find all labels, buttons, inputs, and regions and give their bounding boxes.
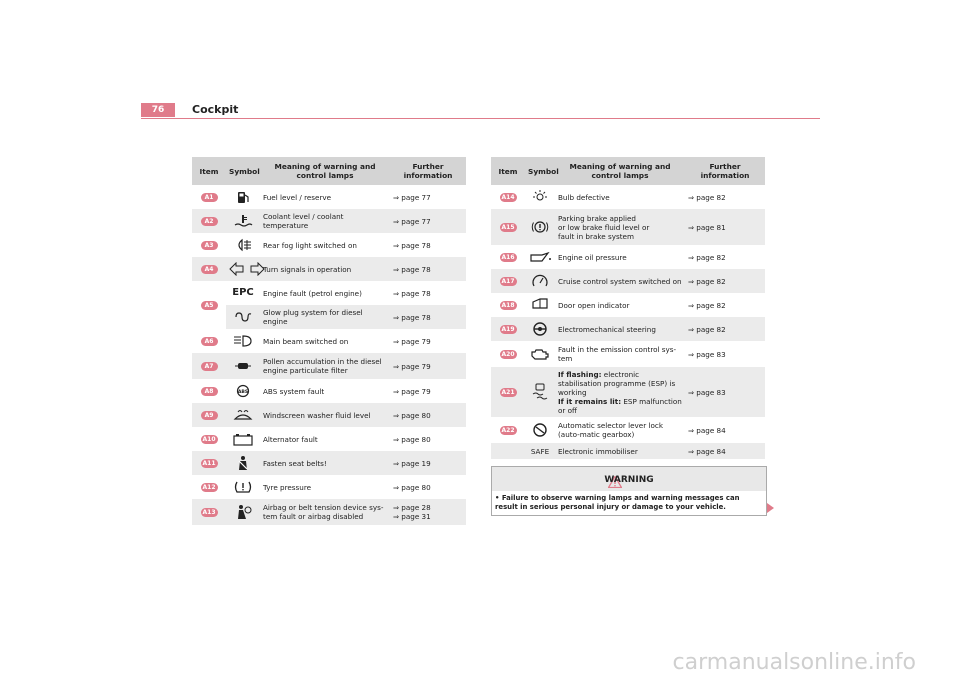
battery-icon [229,432,257,446]
epc-text: EPC [232,286,254,298]
page-reference: ⇒ page 19 [393,458,431,468]
meaning-text: Door open indicator [558,300,630,310]
info-cell [685,185,765,209]
symbol-cell [226,329,260,353]
main-beam-icon [229,334,257,348]
symbol-cell [226,451,260,475]
symbol-cell [525,443,555,459]
item-badge: A3 [201,241,218,250]
symbol-cell [226,233,260,257]
item-badge: A6 [201,337,218,346]
meaning-text: Parking brake applied or low brake fluid level or fault in brake system [558,213,650,241]
table-row [491,245,765,269]
item-cell [192,353,226,379]
meaning-text: Cruise control system switched on [558,276,682,286]
meaning-cell [260,233,390,257]
table-row [491,443,765,459]
symbol-cell [226,427,260,451]
meaning-text: Fasten seat belts! [263,458,327,468]
page-reference: ⇒ page 79 [393,361,431,371]
symbol-cell [525,317,555,341]
item-cell [192,209,226,233]
table-row [491,341,765,367]
warning-text [495,494,763,513]
page-reference: ⇒ page 80 [393,482,431,492]
table-row [192,451,466,475]
item-badge: A13 [202,509,216,516]
item-cell [192,427,226,451]
item-badge: A19 [501,326,515,333]
esp-icon [528,383,552,401]
meaning-cell [555,317,685,341]
item-badge: A16 [501,254,515,261]
page-reference: ⇒ page 82 [688,252,726,262]
engine-icon [528,347,552,361]
meaning-cell [555,209,685,245]
item-badge: A15 [501,224,515,231]
info-cell [390,233,466,257]
page-title: Cockpit [192,103,239,116]
meaning-cell [260,403,390,427]
item-cell [192,475,226,499]
meaning-text: Alternator fault [263,434,318,444]
page-reference: ⇒ page 78 [393,264,431,274]
meaning-text: Bulb defective [558,192,610,202]
symbol-cell [525,367,555,417]
col-item: Item [491,157,525,185]
meaning-cell [260,353,390,379]
symbol-cell [525,269,555,293]
item-badge: A9 [201,411,218,420]
page-reference: ⇒ page 84 [688,425,726,435]
info-cell [390,305,466,329]
safe-icon [531,447,549,456]
item-badge: A8 [201,387,218,396]
item-badge: A17 [501,278,515,285]
symbol-cell [525,341,555,367]
page-number: 76 [141,103,175,117]
watermark: carmanualsonline.info [672,650,916,675]
info-cell [390,475,466,499]
meaning-text: Fuel level / reserve [263,192,332,202]
page-reference: ⇒ page 84 [688,446,726,456]
selector-lever-icon [528,422,552,438]
info-cell [390,403,466,427]
bulb-icon [528,190,552,204]
page-reference: ⇒ page 79 [393,336,431,346]
item-cell [192,379,226,403]
table-row [491,209,765,245]
symbol-cell [226,209,260,233]
table-row [192,329,466,353]
item-cell [491,417,525,443]
info-cell [685,417,765,443]
meaning-text: Engine oil pressure [558,252,627,262]
col-symbol: Symbol [226,157,260,185]
table-row [192,305,466,329]
meaning-cell [260,257,390,281]
info-cell [685,209,765,245]
epc-icon [232,288,254,297]
steering-wheel-icon [528,321,552,337]
remain-label: If it remains lit: [558,396,622,406]
info-cell [390,499,466,525]
meaning-text: Glow plug system for diesel engine [263,308,363,326]
col-meaning: Meaning of warning and control lamps [555,157,685,185]
cruise-control-icon [528,274,552,288]
meaning-cell [260,379,390,403]
item-cell [491,245,525,269]
abs-icon [229,384,257,398]
fuel-pump-icon [229,190,257,204]
meaning-cell [260,329,390,353]
table-header-row [192,157,466,185]
table-row [491,417,765,443]
meaning-cell [260,475,390,499]
warning-title: WARNING [604,475,654,485]
info-cell [390,451,466,475]
page-reference: ⇒ page 80 [393,410,431,420]
info-cell [390,185,466,209]
item-cell [491,317,525,341]
page-reference: ⇒ page 83 [688,349,726,359]
symbol-cell [226,475,260,499]
item-badge: A5 [201,301,218,310]
table-header-row [491,157,765,185]
airbag-icon [229,504,257,520]
col-symbol: Symbol [525,157,555,185]
symbol-cell [226,353,260,379]
table-row [192,185,466,209]
info-cell [685,367,765,417]
table-row [192,427,466,451]
remain-text: ESP malfunction or off [558,396,682,415]
meaning-text: Engine fault (petrol engine) [263,288,362,298]
info-cell [390,329,466,353]
symbol-cell [525,185,555,209]
meaning-cell [555,293,685,317]
meaning-cell [555,341,685,367]
symbol-cell [226,379,260,403]
meaning-text: Airbag or belt tension device sys-tem fault or airbag disabled [263,503,384,521]
oil-can-icon [528,250,552,264]
page-reference: ⇒ page 82 [688,300,726,310]
col-item: Item [192,157,226,185]
col-meaning: Meaning of warning and control lamps [260,157,390,185]
meaning-cell [555,417,685,443]
item-cell [491,293,525,317]
info-cell [685,293,765,317]
item-cell [192,257,226,281]
table-row [491,317,765,341]
door-open-icon [528,298,552,312]
page-reference: ⇒ page 79 [393,386,431,396]
table-row [491,367,765,417]
meaning-cell [260,305,390,329]
meaning-cell [260,427,390,451]
item-badge: A7 [201,362,218,371]
item-cell [491,269,525,293]
particulate-filter-icon [229,359,257,373]
symbol-cell [226,305,260,329]
symbol-cell [525,245,555,269]
page-reference: ⇒ page 83 [688,387,726,397]
info-cell [390,379,466,403]
table-row [192,209,466,233]
item-badge: A18 [501,302,515,309]
left-warning-lamp-table [192,157,466,525]
header-rule [141,118,820,119]
symbol-cell [525,209,555,245]
meaning-text: Coolant level / coolant temperature [263,212,344,230]
item-cell [491,185,525,209]
page-reference: ⇒ page 81 [688,222,726,232]
continue-arrow-icon [767,503,774,513]
symbol-cell [226,499,260,525]
symbol-cell [226,257,260,281]
coolant-temperature-icon [229,214,257,228]
meaning-text: Electronic immobiliser [558,446,638,456]
info-cell [685,245,765,269]
item-cell [192,499,226,525]
table-row [192,353,466,379]
right-warning-lamp-table [491,157,765,459]
item-cell [491,341,525,367]
meaning-cell [555,443,685,459]
washer-fluid-icon [229,408,257,422]
seat-belt-icon [229,455,257,471]
table-row [491,269,765,293]
page-reference: ⇒ page 80 [393,434,431,444]
glow-plug-icon [229,310,257,324]
symbol-cell [525,293,555,317]
symbol-cell [226,281,260,305]
info-cell [390,353,466,379]
info-cell [685,443,765,459]
item-badge: A22 [501,427,515,434]
warning-bullet: • [495,494,500,502]
page-reference: ⇒ page 77 [393,216,431,226]
meaning-text: Main beam switched on [263,336,349,346]
warning-body: Failure to observe warning lamps and warning messages can result in serious personal injury or damage to your vehicle. [495,494,740,512]
meaning-cell [555,269,685,293]
item-badge: A11 [202,460,216,467]
flash-text: electronic stabilisation programme (ESP) is working [558,369,676,397]
brake-icon [528,220,552,234]
safe-text: SAFE [530,446,550,456]
symbol-cell [226,185,260,209]
table-row [192,499,466,525]
meaning-text: ABS system fault [263,386,325,396]
col-info: Further information [390,157,466,185]
page-reference: ⇒ page 82 [688,276,726,286]
page-reference: ⇒ page 82 [688,192,726,202]
page-reference: ⇒ page 28 ⇒ page 31 [393,503,431,521]
meaning-text: Pollen accumulation in the diesel engine particulate filter [263,357,382,375]
flash-label: If flashing: [558,369,602,379]
symbol-cell [525,417,555,443]
table-row [192,475,466,499]
meaning-text: Electromechanical steering [558,324,656,334]
table-row [491,185,765,209]
info-cell [390,281,466,305]
table-row [192,281,466,305]
item-cell [192,281,226,329]
item-badge: A1 [201,193,218,202]
page-reference: ⇒ page 78 [393,312,431,322]
item-badge: A21 [501,389,515,396]
page-reference: ⇒ page 78 [393,240,431,250]
item-cell [192,403,226,427]
page-reference: ⇒ page 78 [393,288,431,298]
warning-box [491,466,767,516]
item-cell [192,185,226,209]
meaning-cell [260,499,390,525]
meaning-cell [555,367,685,417]
item-badge: A4 [201,265,218,274]
meaning-text: Automatic selector lever lock (auto-matic gearbox) [558,421,663,439]
rear-fog-light-icon [229,238,257,252]
meaning-text: Turn signals in operation [263,264,352,274]
col-info: Further information [685,157,765,185]
page-reference: ⇒ page 82 [688,324,726,334]
meaning-text: Fault in the emission control sys-tem [558,345,677,363]
tyre-pressure-icon [229,480,257,494]
info-cell [390,209,466,233]
item-cell [192,451,226,475]
abs-text: ABS [237,390,249,395]
page-reference: ⇒ page 77 [393,192,431,202]
info-cell [685,341,765,367]
item-cell [491,443,525,459]
meaning-cell [555,245,685,269]
info-cell [685,269,765,293]
symbol-cell [226,403,260,427]
meaning-cell [260,451,390,475]
meaning-text: Windscreen washer fluid level [263,410,371,420]
info-cell [390,257,466,281]
item-cell [491,209,525,245]
item-cell [491,367,525,417]
turn-signal-arrows-icon [229,262,257,276]
table-row [192,257,466,281]
meaning-text: Rear fog light switched on [263,240,357,250]
item-badge: A14 [501,194,515,201]
table-row [192,233,466,257]
item-cell [192,233,226,257]
item-badge: A10 [202,436,216,443]
item-badge: A12 [202,484,216,491]
meaning-cell [260,209,390,233]
item-cell [192,329,226,353]
table-row [491,293,765,317]
item-badge: A20 [501,351,515,358]
item-badge: A2 [201,217,218,226]
meaning-text: Tyre pressure [263,482,312,492]
meaning-cell [555,185,685,209]
table-row [192,379,466,403]
table-row [192,403,466,427]
meaning-cell [260,281,390,305]
info-cell [390,427,466,451]
meaning-cell [260,185,390,209]
info-cell [685,317,765,341]
